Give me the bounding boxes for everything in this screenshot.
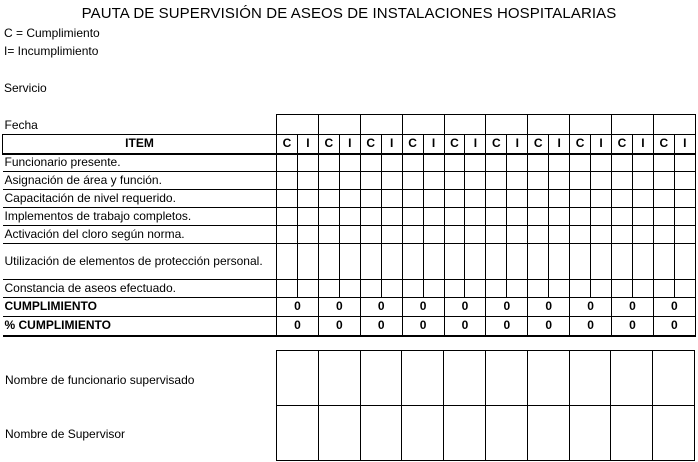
check-cell[interactable]: [674, 154, 695, 172]
pct-value: 0: [653, 317, 695, 336]
check-cell[interactable]: [360, 154, 381, 172]
supervisor-label: Nombre de Supervisor: [5, 427, 126, 441]
check-cell[interactable]: [486, 154, 507, 172]
col-header-c: C: [570, 135, 591, 154]
supervisado-sign-cell[interactable]: [402, 351, 444, 406]
check-cell[interactable]: [674, 172, 695, 190]
page-title: PAUTA DE SUPERVISIÓN DE ASEOS DE INSTALACIONES HOSPITALARIAS: [81, 5, 617, 22]
item-label: Implementos de trabajo completos.: [3, 208, 277, 226]
supervisor-sign-cell[interactable]: [527, 406, 569, 461]
fecha-input-cell[interactable]: [486, 115, 528, 135]
cumplimiento-value: 0: [612, 298, 654, 317]
pct-value: 0: [360, 317, 402, 336]
check-cell[interactable]: [444, 280, 465, 298]
supervisor-sign-cell[interactable]: [611, 406, 653, 461]
check-cell[interactable]: [444, 244, 465, 280]
check-cell[interactable]: [444, 190, 465, 208]
check-cell[interactable]: [653, 154, 674, 172]
check-cell[interactable]: [612, 280, 633, 298]
item-label: Activación del cloro según norma.: [3, 226, 277, 244]
check-cell[interactable]: [465, 226, 486, 244]
check-cell[interactable]: [653, 244, 674, 280]
check-cell[interactable]: [612, 190, 633, 208]
col-header-c: C: [402, 135, 423, 154]
check-cell[interactable]: [507, 280, 528, 298]
check-cell[interactable]: [360, 280, 381, 298]
fecha-input-cell[interactable]: [402, 115, 444, 135]
supervisado-sign-cell[interactable]: [611, 351, 653, 406]
check-cell[interactable]: [591, 244, 612, 280]
col-header-i: I: [674, 135, 695, 154]
pct-value: 0: [277, 317, 319, 336]
check-cell[interactable]: [339, 280, 360, 298]
item-label: Utilización de elementos de protección personal.: [3, 244, 277, 280]
pct-value: 0: [402, 317, 444, 336]
supervisor-sign-cell[interactable]: [653, 406, 695, 461]
col-header-i: I: [507, 135, 528, 154]
check-cell[interactable]: [570, 154, 591, 172]
check-cell[interactable]: [549, 172, 570, 190]
check-cell[interactable]: [318, 208, 339, 226]
check-cell[interactable]: [277, 190, 298, 208]
legend-c: C = Cumplimiento: [4, 26, 100, 40]
check-cell[interactable]: [674, 208, 695, 226]
servicio-label: Servicio: [4, 81, 47, 95]
check-cell[interactable]: [591, 280, 612, 298]
check-cell[interactable]: [277, 226, 298, 244]
check-cell[interactable]: [297, 190, 318, 208]
check-cell[interactable]: [402, 190, 423, 208]
fecha-label: Fecha: [3, 115, 277, 135]
supervision-table: [2, 114, 696, 337]
check-cell[interactable]: [465, 208, 486, 226]
check-cell[interactable]: [465, 244, 486, 280]
check-cell[interactable]: [632, 280, 653, 298]
check-cell[interactable]: [549, 154, 570, 172]
check-cell[interactable]: [570, 226, 591, 244]
check-cell[interactable]: [297, 172, 318, 190]
check-cell[interactable]: [632, 208, 653, 226]
col-header-i: I: [297, 135, 318, 154]
check-cell[interactable]: [528, 154, 549, 172]
supervisado-sign-cell[interactable]: [653, 351, 695, 406]
item-label: Asignación de área y función.: [3, 172, 277, 190]
col-header-c: C: [486, 135, 507, 154]
check-cell[interactable]: [423, 154, 444, 172]
check-cell[interactable]: [507, 208, 528, 226]
check-cell[interactable]: [360, 244, 381, 280]
check-cell[interactable]: [360, 226, 381, 244]
check-cell[interactable]: [402, 226, 423, 244]
check-cell[interactable]: [423, 190, 444, 208]
col-header-c: C: [277, 135, 298, 154]
check-cell[interactable]: [528, 280, 549, 298]
fecha-input-cell[interactable]: [653, 115, 695, 135]
check-cell[interactable]: [465, 154, 486, 172]
item-header: ITEM: [3, 135, 277, 154]
check-cell[interactable]: [402, 172, 423, 190]
pct-value: 0: [528, 317, 570, 336]
check-cell[interactable]: [570, 208, 591, 226]
supervisor-sign-cell[interactable]: [360, 406, 402, 461]
check-cell[interactable]: [297, 244, 318, 280]
item-label: Capacitación de nivel requerido.: [3, 190, 277, 208]
col-header-c: C: [653, 135, 674, 154]
pct-value: 0: [570, 317, 612, 336]
check-cell[interactable]: [653, 172, 674, 190]
signature-grid: [276, 350, 695, 461]
check-cell[interactable]: [339, 154, 360, 172]
check-cell[interactable]: [486, 208, 507, 226]
check-cell[interactable]: [632, 172, 653, 190]
col-header-i: I: [381, 135, 402, 154]
check-cell[interactable]: [339, 226, 360, 244]
check-cell[interactable]: [402, 280, 423, 298]
pct-value: 0: [444, 317, 486, 336]
col-header-i: I: [339, 135, 360, 154]
check-cell[interactable]: [381, 190, 402, 208]
col-header-i: I: [591, 135, 612, 154]
fecha-input-cell[interactable]: [360, 115, 402, 135]
check-cell[interactable]: [549, 208, 570, 226]
check-cell[interactable]: [360, 172, 381, 190]
check-cell[interactable]: [339, 172, 360, 190]
check-cell[interactable]: [507, 172, 528, 190]
check-cell[interactable]: [549, 190, 570, 208]
check-cell[interactable]: [444, 226, 465, 244]
check-cell[interactable]: [612, 226, 633, 244]
check-cell[interactable]: [570, 280, 591, 298]
col-header-c: C: [318, 135, 339, 154]
cumplimiento-value: 0: [653, 298, 695, 317]
check-cell[interactable]: [297, 280, 318, 298]
supervisor-sign-cell[interactable]: [485, 406, 527, 461]
check-cell[interactable]: [591, 226, 612, 244]
pct-label: % CUMPLIMIENTO: [3, 317, 277, 336]
fecha-input-cell[interactable]: [612, 115, 654, 135]
check-cell[interactable]: [297, 226, 318, 244]
check-cell[interactable]: [277, 280, 298, 298]
cumplimiento-label: CUMPLIMIENTO: [3, 298, 277, 317]
pct-value: 0: [612, 317, 654, 336]
fecha-input-cell[interactable]: [318, 115, 360, 135]
fecha-input-cell[interactable]: [444, 115, 486, 135]
check-cell[interactable]: [465, 280, 486, 298]
cumplimiento-value: 0: [528, 298, 570, 317]
check-cell[interactable]: [381, 154, 402, 172]
check-cell[interactable]: [277, 172, 298, 190]
check-cell[interactable]: [423, 280, 444, 298]
check-cell[interactable]: [423, 208, 444, 226]
check-cell[interactable]: [339, 190, 360, 208]
check-cell[interactable]: [528, 226, 549, 244]
check-cell[interactable]: [507, 190, 528, 208]
check-cell[interactable]: [318, 244, 339, 280]
check-cell[interactable]: [674, 244, 695, 280]
check-cell[interactable]: [632, 226, 653, 244]
check-cell[interactable]: [297, 208, 318, 226]
col-header-i: I: [465, 135, 486, 154]
supervisado-sign-cell[interactable]: [360, 351, 402, 406]
check-cell[interactable]: [277, 208, 298, 226]
check-cell[interactable]: [612, 172, 633, 190]
check-cell[interactable]: [549, 244, 570, 280]
check-cell[interactable]: [549, 280, 570, 298]
check-cell[interactable]: [674, 226, 695, 244]
check-cell[interactable]: [339, 244, 360, 280]
check-cell[interactable]: [674, 190, 695, 208]
check-cell[interactable]: [591, 154, 612, 172]
check-cell[interactable]: [277, 244, 298, 280]
check-cell[interactable]: [423, 172, 444, 190]
supervisado-sign-cell[interactable]: [444, 351, 486, 406]
check-cell[interactable]: [653, 190, 674, 208]
check-cell[interactable]: [591, 208, 612, 226]
supervisor-sign-cell[interactable]: [402, 406, 444, 461]
check-cell[interactable]: [653, 280, 674, 298]
check-cell[interactable]: [591, 190, 612, 208]
cumplimiento-value: 0: [486, 298, 528, 317]
col-header-i: I: [423, 135, 444, 154]
check-cell[interactable]: [381, 226, 402, 244]
check-cell[interactable]: [423, 226, 444, 244]
col-header-c: C: [360, 135, 381, 154]
check-cell[interactable]: [632, 190, 653, 208]
supervisado-sign-cell[interactable]: [527, 351, 569, 406]
check-cell[interactable]: [549, 226, 570, 244]
check-cell[interactable]: [612, 244, 633, 280]
check-cell[interactable]: [277, 154, 298, 172]
check-cell[interactable]: [612, 208, 633, 226]
check-cell[interactable]: [318, 172, 339, 190]
pct-value: 0: [318, 317, 360, 336]
check-cell[interactable]: [381, 172, 402, 190]
check-cell[interactable]: [444, 172, 465, 190]
check-cell[interactable]: [632, 154, 653, 172]
check-cell[interactable]: [381, 280, 402, 298]
check-cell[interactable]: [653, 226, 674, 244]
check-cell[interactable]: [444, 154, 465, 172]
check-cell[interactable]: [507, 154, 528, 172]
check-cell[interactable]: [528, 172, 549, 190]
check-cell[interactable]: [318, 190, 339, 208]
col-header-c: C: [444, 135, 465, 154]
cumplimiento-value: 0: [318, 298, 360, 317]
col-header-c: C: [528, 135, 549, 154]
check-cell[interactable]: [360, 208, 381, 226]
check-cell[interactable]: [423, 244, 444, 280]
check-cell[interactable]: [465, 190, 486, 208]
check-cell[interactable]: [486, 280, 507, 298]
check-cell[interactable]: [402, 208, 423, 226]
check-cell[interactable]: [528, 244, 549, 280]
col-header-c: C: [612, 135, 633, 154]
check-cell[interactable]: [612, 154, 633, 172]
fecha-input-cell[interactable]: [528, 115, 570, 135]
supervisado-sign-cell[interactable]: [485, 351, 527, 406]
check-cell[interactable]: [297, 154, 318, 172]
check-cell[interactable]: [402, 154, 423, 172]
check-cell[interactable]: [570, 190, 591, 208]
check-cell[interactable]: [486, 244, 507, 280]
cumplimiento-value: 0: [360, 298, 402, 317]
check-cell[interactable]: [528, 190, 549, 208]
check-cell[interactable]: [402, 244, 423, 280]
col-header-i: I: [549, 135, 570, 154]
supervisado-sign-cell[interactable]: [277, 351, 319, 406]
check-cell[interactable]: [570, 172, 591, 190]
item-label: Constancia de aseos efectuado.: [3, 280, 277, 298]
check-cell[interactable]: [318, 280, 339, 298]
check-cell[interactable]: [318, 226, 339, 244]
col-header-i: I: [632, 135, 653, 154]
check-cell[interactable]: [507, 226, 528, 244]
cumplimiento-value: 0: [277, 298, 319, 317]
supervisado-sign-cell[interactable]: [569, 351, 611, 406]
item-label: Funcionario presente.: [3, 154, 277, 172]
check-cell[interactable]: [381, 208, 402, 226]
check-cell[interactable]: [486, 190, 507, 208]
check-cell[interactable]: [360, 190, 381, 208]
supervisor-sign-cell[interactable]: [569, 406, 611, 461]
check-cell[interactable]: [465, 172, 486, 190]
check-cell[interactable]: [570, 244, 591, 280]
check-cell[interactable]: [632, 244, 653, 280]
cumplimiento-value: 0: [570, 298, 612, 317]
supervisor-sign-cell[interactable]: [318, 406, 360, 461]
cumplimiento-value: 0: [402, 298, 444, 317]
check-cell[interactable]: [318, 154, 339, 172]
check-cell[interactable]: [674, 280, 695, 298]
fecha-input-cell[interactable]: [570, 115, 612, 135]
supervisor-sign-cell[interactable]: [277, 406, 319, 461]
check-cell[interactable]: [528, 208, 549, 226]
supervisado-sign-cell[interactable]: [318, 351, 360, 406]
check-cell[interactable]: [444, 208, 465, 226]
check-cell[interactable]: [486, 226, 507, 244]
cumplimiento-value: 0: [444, 298, 486, 317]
check-cell[interactable]: [339, 208, 360, 226]
check-cell[interactable]: [507, 244, 528, 280]
supervisado-label: Nombre de funcionario supervisado: [5, 373, 195, 387]
legend-i: I= Incumplimiento: [4, 44, 99, 58]
check-cell[interactable]: [381, 244, 402, 280]
check-cell[interactable]: [653, 208, 674, 226]
supervisor-sign-cell[interactable]: [444, 406, 486, 461]
fecha-input-cell[interactable]: [277, 115, 319, 135]
check-cell[interactable]: [591, 172, 612, 190]
check-cell[interactable]: [486, 172, 507, 190]
pct-value: 0: [486, 317, 528, 336]
